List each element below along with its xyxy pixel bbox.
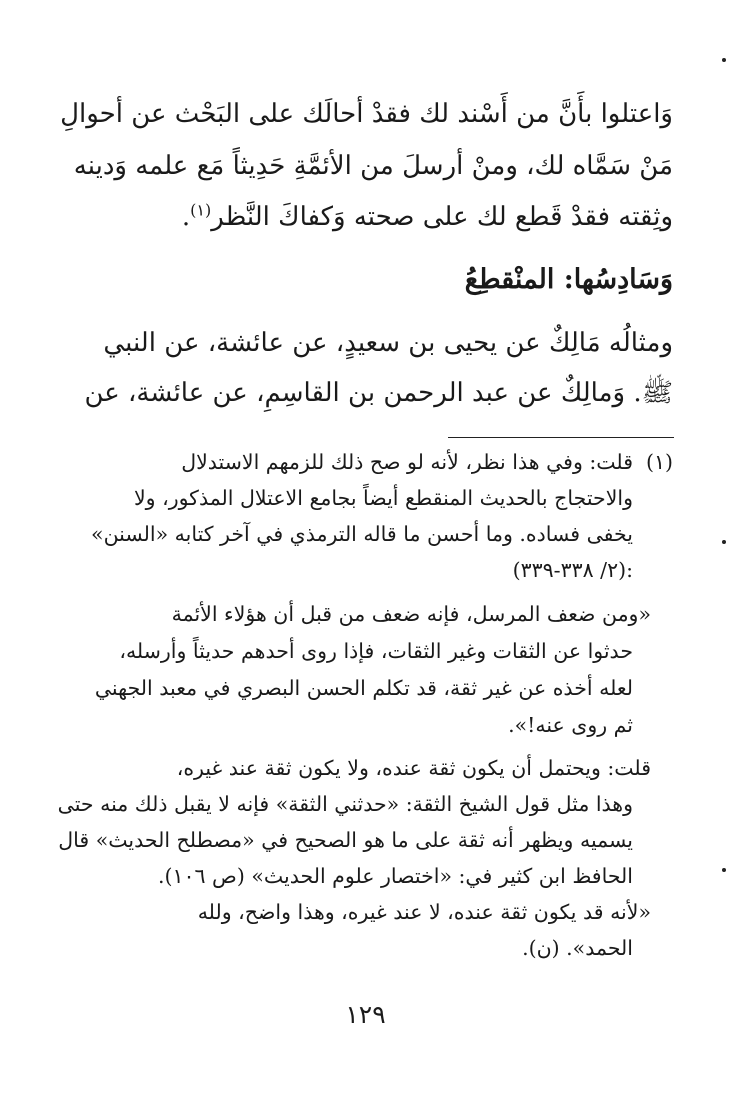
footnote-line: والاحتجاج بالحديث المنقطع أيضاً بجامع الاعتلال المذكور، ولا [133, 486, 633, 510]
footnote-line: يخفى فساده. وما أحسن ما قاله الترمذي في آخر كتابه «السنن» [91, 522, 633, 546]
footnote-line: الحافظ ابن كثير في: «اختصار علوم الحديث» (ص ١٠٦). [157, 864, 633, 888]
footnote-line: «لأنه قد يكون ثقة عنده، لا عند غيره، وهذا واضح، ولله [197, 900, 651, 924]
body-line-3 [182, 199, 673, 239]
footnote-line: يسميه ويظهر أنه ثقة على ما هو الصحيح في «مصطلح الحديث» قال [58, 828, 633, 852]
margin-speck [722, 868, 726, 872]
footnote-line: (٢/ ٣٣٨-٣٣٩): [512, 558, 633, 582]
body-line-1: وَاعتلوا بأَنَّ من أَسْند لك فقدْ أحالَك على البَحْث عن أحوالِ [60, 99, 673, 129]
margin-speck [722, 58, 726, 62]
margin-speck [722, 540, 726, 544]
footnote-line: وهذا مثل قول الشيخ الثقة: «حدثني الثقة» فإنه لا يقبل ذلك منه حتى [57, 792, 633, 816]
page-number: ١٢٩ [345, 1000, 386, 1029]
footnote-reference: (١) [190, 200, 212, 220]
footnote-line: لعله أخذه عن غير ثقة، قد تكلم الحسن البصري في معبد الجهني [94, 676, 633, 700]
footnote-line: الحمد». (ن). [522, 936, 633, 960]
footnote-line: ثم روى عنه!». [508, 713, 633, 737]
footnote-line: قلت: وفي هذا نظر، لأنه لو صح ذلك للزمهم الاستدلال [181, 450, 633, 474]
body-line-2: مَنْ سَمَّاه لك، ومنْ أرسلَ من الأئمَّةِ حَدِيثاً مَع علمه وَدينه [73, 151, 673, 181]
footnote-separator [448, 437, 674, 438]
body-line-5: ﷺ. وَمالِكٌ عن عبد الرحمن بن القاسِمِ، عن عائشة، عن [84, 378, 673, 408]
section-heading: وَسَادِسُها: المنْقطِعُ [464, 264, 673, 295]
body-line-4: ومثالُه مَالِكٌ عن يحيى بن سعيدٍ، عن عائشة، عن النبي [103, 328, 673, 358]
footnote-line: حدثوا عن الثقات وغير الثقات، فإذا روى أحدهم حديثاً وأرسله، [119, 639, 633, 663]
body-line-3-text: وثِقته فقدْ قَطع لك على صحته وَكفاكَ النَّظر [211, 202, 673, 232]
footnote-line: قلت: ويحتمل أن يكون ثقة عنده، ولا يكون ثقة عند غيره، [176, 756, 651, 780]
footnote-line: «ومن ضعف المرسل، فإنه ضعف من قبل أن هؤلاء الأئمة [171, 602, 651, 626]
footnote-number: (١) [645, 450, 673, 474]
body-line-3-end: . [181, 202, 191, 232]
